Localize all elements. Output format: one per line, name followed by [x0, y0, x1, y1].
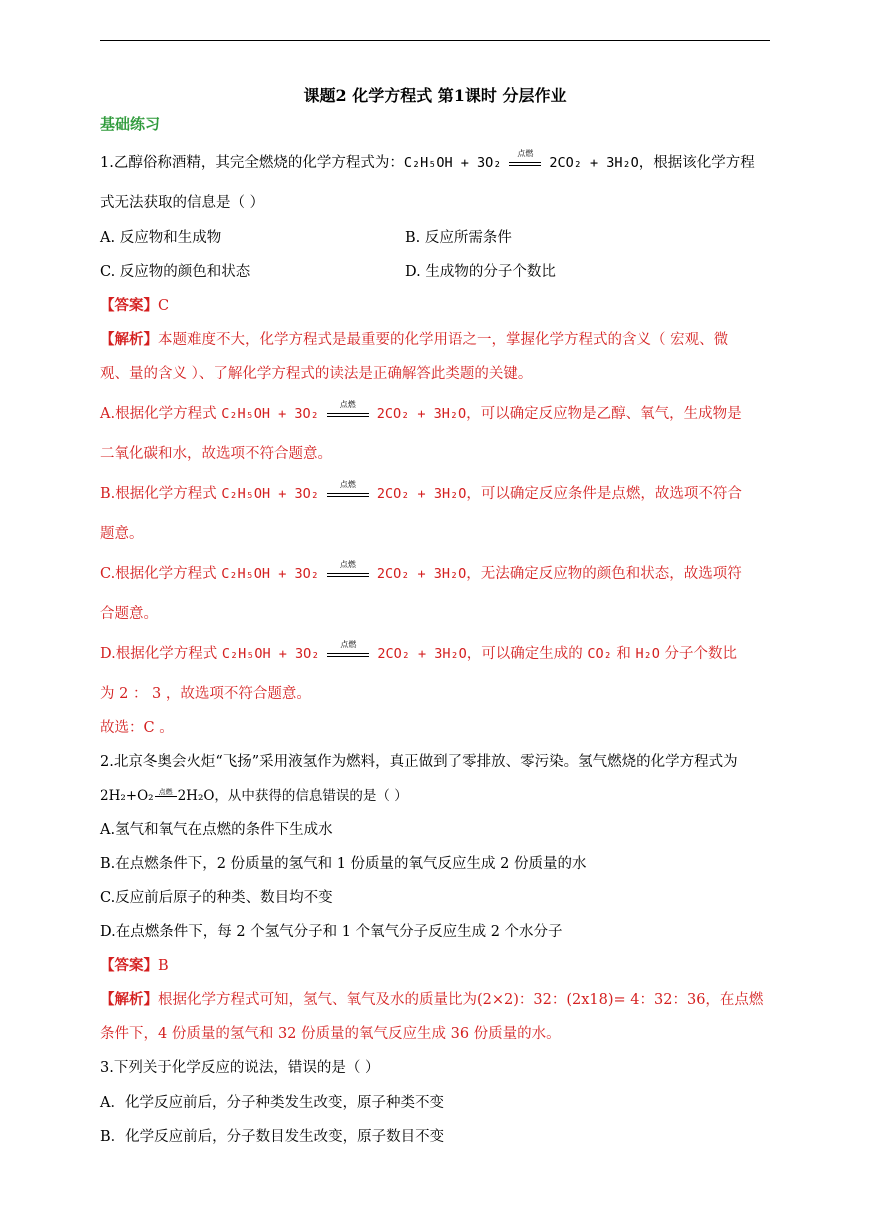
equals-sign-icon: 点燃 [325, 487, 371, 501]
q1-options-row2 [100, 262, 770, 282]
q3-option-b[interactable]: B．化学反应前后，分子数目发生改变，原子数目不变 [100, 1129, 445, 1145]
q1-analysis-a: A.根据化学方程式 C₂H₅OH + 3O₂ 点燃 2CO₂ + 3H₂O，可以确定反应物是乙醇、氧气，生成物是 [100, 400, 742, 422]
q1-analysis-a-cont: 二氧化碳和水，故选项不符合题意。 [100, 446, 332, 462]
q3-stem: 3.下列关于化学反应的说法，错误的是（ ） [100, 1060, 380, 1076]
q1-analysis-line1: 【解析】本题难度不大，化学方程式是最重要的化学用语之一，掌握化学方程式的含义（ 宏观、微 [100, 331, 729, 348]
reaction-arrow-icon: 点燃 [154, 790, 178, 802]
q1-analysis-b-cont: 题意。 [100, 526, 144, 542]
q1-option-c[interactable]: C. 反应物的颜色和状态 [100, 264, 251, 280]
q1-analysis-c-cont: 合题意。 [100, 606, 158, 622]
q1-analysis-b: B.根据化学方程式 C₂H₅OH + 3O₂ 点燃 2CO₂ + 3H₂O，可以确定反应条件是点燃，故选项不符合 [100, 480, 742, 502]
section-heading: 基础练习 [100, 115, 161, 133]
q1-answer: 【答案】C [100, 297, 170, 314]
q2-stem-line2: 2H₂+O₂ 点燃 2H₂O，从中获得的信息错误的是（ ） [100, 788, 408, 804]
q2-analysis-line2: 条件下，4 份质量的氢气和 32 份质量的氧气反应生成 36 份质量的水。 [100, 1026, 561, 1042]
equals-sign-icon: 点燃 [325, 567, 371, 581]
q3-option-a[interactable]: A．化学反应前后，分子种类发生改变，原子种类不变 [100, 1095, 444, 1111]
q1-analysis-d-cont: 为 2 ： 3 ，故选项不符合题意。 [100, 686, 311, 702]
q1-conclusion: 故选：C 。 [100, 720, 174, 736]
q1-option-b[interactable]: B. 反应所需条件 [405, 230, 512, 246]
q2-analysis-line1: 【解析】根据化学方程式可知，氢气、氧气及水的质量比为(2×2)：32：(2x18)= 4：32：36，在点燃 [100, 991, 764, 1008]
q1-equation-right: 2CO₂ + 3H₂O [549, 155, 639, 171]
q2-option-b[interactable]: B.在点燃条件下，2 份质量的氢气和 1 份质量的氧气反应生成 2 份质量的水 [100, 856, 587, 872]
q1-equation-left: C₂H₅OH + 3O₂ [403, 155, 502, 171]
q2-option-a[interactable]: A.氢气和氧气在点燃的条件下生成水 [100, 822, 333, 838]
header-rule [100, 40, 770, 41]
equals-sign-icon: 点燃 [325, 647, 371, 661]
q2-option-d[interactable]: D.在点燃条件下，每 2 个氢气分子和 1 个氧气分子反应生成 2 个水分子 [100, 924, 563, 940]
q1-stem-line2: 式无法获取的信息是（ ） [100, 195, 265, 211]
q1-option-d[interactable]: D. 生成物的分子个数比 [405, 264, 556, 280]
q1-analysis-d: D.根据化学方程式 C₂H₅OH + 3O₂ 点燃 2CO₂ + 3H₂O，可以确定生成的 CO₂ 和 H₂O 分子个数比 [100, 640, 737, 662]
q1-stem-line1: 1.乙醇俗称酒精，其完全燃烧的化学方程式为：C₂H₅OH + 3O₂ 点燃 2CO₂ + 3H₂O，根据该化学方程 [100, 149, 755, 171]
q1-option-a[interactable]: A. 反应物和生成物 [100, 230, 222, 246]
q1-options-row1 [100, 228, 770, 248]
page-title: 课题2 化学方程式 第1课时 分层作业 [303, 86, 567, 105]
q1-analysis-c: C.根据化学方程式 C₂H₅OH + 3O₂ 点燃 2CO₂ + 3H₂O，无法确定反应物的颜色和状态，故选项符 [100, 560, 742, 582]
equals-sign-icon: 点燃 [507, 156, 543, 170]
q1-analysis-line2: 观、量的含义 ）、了解化学方程式的读法是正确解答此类题的关键。 [100, 366, 533, 382]
q2-stem-line1: 2.北京冬奥会火炬“飞扬”采用液氢作为燃料，真正做到了零排放、零污染。氢气燃烧的化学方程式为 [100, 754, 738, 770]
q2-answer: 【答案】B [100, 957, 169, 974]
q2-option-c[interactable]: C.反应前后原子的种类、数目均不变 [100, 890, 333, 906]
equals-sign-icon: 点燃 [325, 407, 371, 421]
